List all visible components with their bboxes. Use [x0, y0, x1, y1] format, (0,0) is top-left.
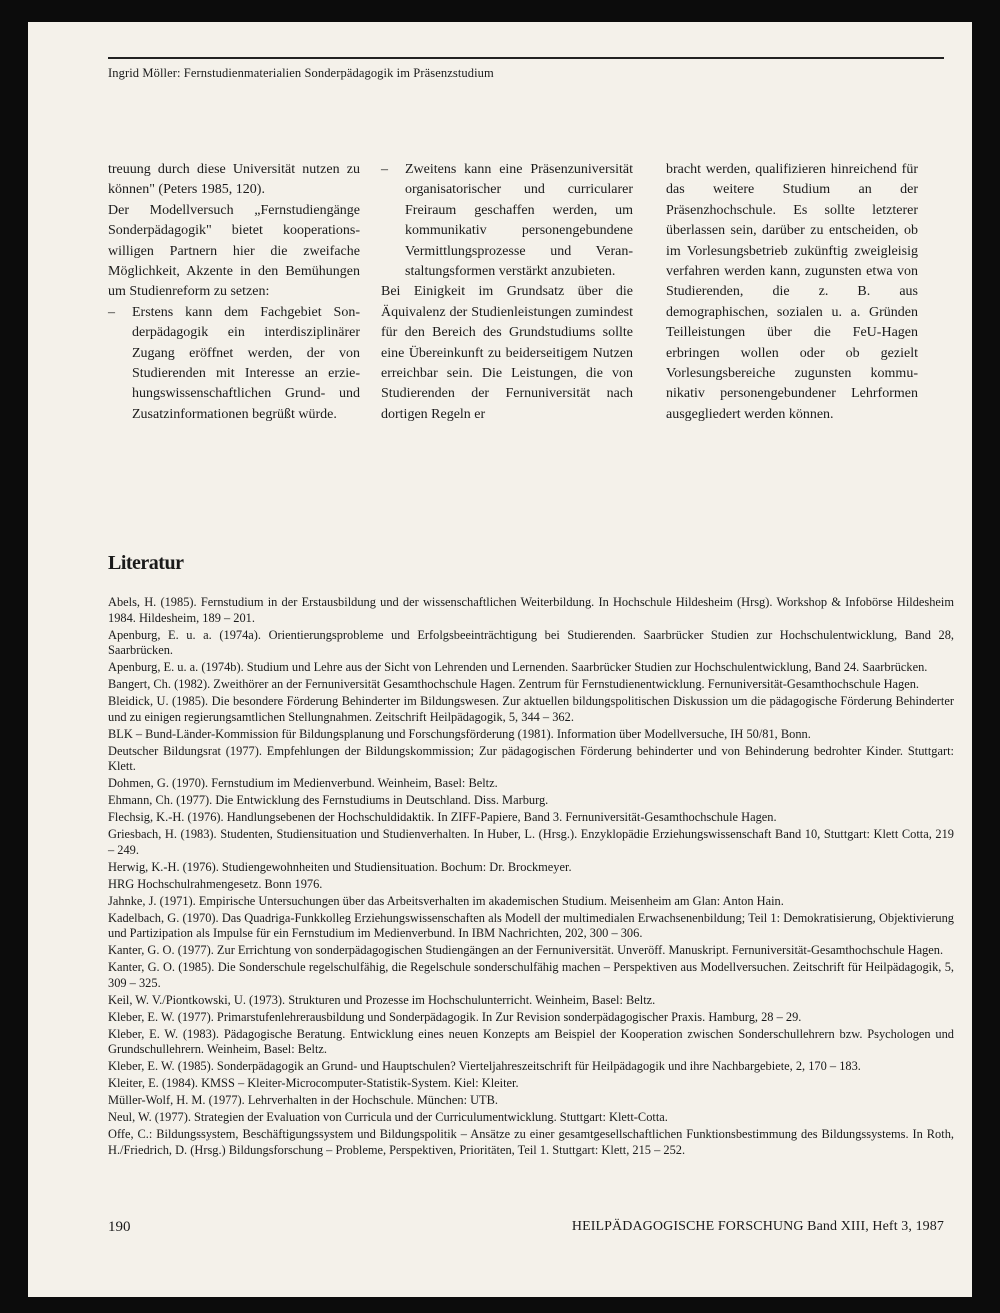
header-rule	[108, 57, 944, 59]
reference-item: Ehmann, Ch. (1977). Die Entwicklung des Fernstudiums in Deutschland. Diss. Marburg.	[108, 793, 549, 807]
reference-item: Griesbach, H. (1983). Studenten, Studiensituation und Studienverhalten. In Huber, L. (Hrsg.). Enzyklopädie Erziehungswissenschaft Band 10, Stuttgart: Klett Cotta, 219 – 249.	[108, 827, 954, 857]
bullet-dash: –	[381, 162, 388, 177]
bullet-text: Erstens kann dem Fachgebiet Sonderpädagogik ein interdisziplinärer Zugang eröffnet werden, der von Studierenden mit Interesse an erziehungswissenschaftlichen Grund- und Zusatzinformationen begrüßt würde.	[132, 304, 360, 422]
reference-item: Bleidick, U. (1985). Die besondere Förderung Behinderter im Bildungswesen. Zur aktuellen bildungspolitischen Diskussion um die pädagogische Förderung Behinderter und zu einigen regierungsamtlichen Stellungnahmen. Zeitschrift Heilpädagogik, 5, 344 – 362.	[108, 694, 954, 724]
paragraph: bracht werden, qualifizieren hinreichend für das weitere Studium an der Präsenzhochschule. Es sollte letzterer überlassen sein, darüber zu entscheiden, ob im Vorlesungsbetrieb zukünftig zweigleisig verfahren werden kann, zugunsten etwa von Studierenden, die z. B. aus demographischen, sozialen u. a. Gründen Teilleistungen über die FeU-Hagen erbringen wollen oder ob gezielt Vorlesungsbereiche zugunsten kommunikativ personengebundener Lehrformen ausgegliedert werden können.	[666, 162, 918, 422]
journal-citation: HEILPÄDAGOGISCHE FORSCHUNG Band XIII, Heft 3, 1987	[571, 1219, 944, 1234]
reference-item: Kleber, E. W. (1985). Sonderpädagogik an Grund- und Hauptschulen? Vierteljahreszeitschrift für Heilpädagogik und ihre Nachbargebiete, 2, 170 – 183.	[108, 1059, 861, 1073]
text-column-1	[108, 160, 360, 425]
reference-item: Müller-Wolf, H. M. (1977). Lehrverhalten in der Hochschule. München: UTB.	[108, 1093, 498, 1107]
reference-item: Herwig, K.-H. (1976). Studiengewohnheiten und Studiensituation. Bochum: Dr. Brockmeyer.	[108, 859, 572, 874]
bullet-dash: –	[108, 304, 115, 320]
reference-item: Deutscher Bildungsrat (1977). Empfehlungen der Bildungskommission; Zur pädagogischen Förderung behinderter und von Behinderung bedrohter Kinder. Stuttgart: Klett.	[108, 743, 954, 773]
paragraph: Bei Einigkeit im Grundsatz über die Äquivalenz der Studienleistungen zumindest für den Bereich des Grundstudiums sollte eine Übereinkunft zu beiderseitigem Nutzen erreichbar sein. Die Leistungen, die von Studierenden der Fernuniversität nach dortigen Regeln er	[381, 284, 633, 422]
text-column-2	[381, 160, 633, 425]
running-header: Ingrid Möller: Fernstudienmaterialien Sonderpädagogik im Präsenzstudium	[108, 66, 494, 80]
bullet-text: Zweitens kann eine Präsenzuniversität organisatorischer und curricularer Freiraum geschaffen werden, um kommunikativ personengebundene Vermittlungsprozesse und Veranstaltungsformen verstärkt anzubieten.	[405, 162, 633, 280]
reference-item: Offe, C.: Bildungssystem, Beschäftigungssystem und Bildungspolitik – Ansätze zu einer gesamtgesellschaftlichen Funktionsbestimmung des Bildungssystems. In Roth, H./Friedrich, D. (Hrsg.) Bildungsforschung – Probleme, Perspektiven, Prioritäten, Teil 1. Stuttgart: Klett, 215 – 252.	[108, 1127, 954, 1157]
text-column-3	[666, 160, 918, 425]
reference-item: Dohmen, G. (1970). Fernstudium im Medienverbund. Weinheim, Basel: Beltz.	[108, 776, 498, 790]
reference-item: Kanter, G. O. (1977). Zur Errichtung von sonderpädagogischen Studiengängen an der Fernuniversität. Unveröff. Manuskript. Fernuniversität-Gesamthochschule Hagen.	[108, 943, 944, 957]
reference-item: Kleber, E. W. (1983). Pädagogische Beratung. Entwicklung eines neuen Konzepts am Beispiel der Kooperation zwischen Sonderschullehrern bzw. Psychologen und Grundschullehrern. Weinheim, Basel: Beltz.	[108, 1026, 954, 1056]
literature-heading: Literatur	[108, 552, 184, 574]
page-number: 190	[108, 1219, 131, 1235]
reference-item: Keil, W. V./Piontkowski, U. (1973). Strukturen und Prozesse im Hochschulunterricht. Weinheim, Basel: Beltz.	[108, 992, 656, 1007]
reference-item: Apenburg, E. u. a. (1974b). Studium und Lehre aus der Sicht von Lehrenden und Lernenden. Saarbrücker Studien zur Hochschulentwicklung, Band 24. Saarbrücken.	[108, 660, 928, 674]
reference-item: Abels, H. (1985). Fernstudium in der Erstausbildung und der wissenschaftlichen Weiterbildung. In Hochschule Hildesheim (Hrsg). Workshop & Infobörse Hildesheim 1984. Hildesheim, 189 – 201.	[108, 595, 954, 625]
reference-item: Kleiter, E. (1984). KMSS – Kleiter-Microcomputer-Statistik-System. Kiel: Kleiter.	[108, 1076, 519, 1090]
reference-item: Apenburg, E. u. a. (1974a). Orientierungsprobleme und Erfolgsbeeinträchtigung bei Studierenden. Saarbrücker Studien zur Hochschulentwicklung, Band 28, Saarbrücken.	[108, 627, 954, 657]
reference-item: Neul, W. (1977). Strategien der Evaluation von Curricula und der Curriculumentwicklung. Stuttgart: Klett-Cotta.	[108, 1110, 668, 1124]
reference-item: BLK – Bund-Länder-Kommission für Bildungsplanung und Forschungsförderung (1981). Information über Modellversuche, IH 50/81, Bonn.	[108, 726, 811, 741]
journal-page	[28, 22, 972, 1297]
reference-item: HRG Hochschulrahmengesetz. Bonn 1976.	[108, 876, 323, 891]
reference-item: Kadelbach, G. (1970). Das Quadriga-Funkkolleg Erziehungswissenschaften als Modell der multimedialen Erwachsenenbildung; Teil 1: Demokratisierung, Objektivierung und Partizipation als Impulse für ein Fernstudium im Medienverbund. In IBM Nachrichten, 202, 300 – 306.	[108, 910, 954, 940]
reference-list	[108, 595, 954, 1160]
reference-item: Bangert, Ch. (1982). Zweithörer an der Fernuniversität Gesamthochschule Hagen. Zentrum für Fernstudienentwicklung. Fernuniversität-Gesamthochschule Hagen.	[108, 677, 920, 691]
paragraph: treuung durch diese Universität nutzen zu können" (Peters 1985, 120).	[108, 162, 360, 198]
paragraph: Der Modellversuch „Fernstudiengänge Sonderpädagogik" bietet kooperationswilligen Partnern hier die zweifache Möglichkeit, Akzente in den Bemühungen um Studienreform zu setzen:	[108, 202, 360, 300]
reference-item: Kanter, G. O. (1985). Die Sonderschule regelschulfähig, die Regelschule sonderschulfähig machen – Perspektiven aus Modellversuchen. Zeitschrift für Heilpädagogik, 5, 309 – 325.	[108, 960, 954, 990]
reference-item: Jahnke, J. (1971). Empirische Untersuchungen über das Arbeitsverhalten im akademischen Studium. Meisenheim am Glan: Anton Hain.	[108, 893, 784, 908]
reference-item: Kleber, E. W. (1977). Primarstufenlehrerausbildung und Sonderpädagogik. In Zur Revision sonderpädagogischer Praxis. Hamburg, 28 – 29.	[108, 1009, 802, 1024]
bullet-item	[381, 160, 633, 282]
bullet-item	[108, 303, 360, 425]
reference-item: Flechsig, K.-H. (1976). Handlungsebenen der Hochschuldidaktik. In ZIFF-Papiere, Band 3. Fernuniversität-Gesamthochschule Hagen.	[108, 810, 777, 824]
